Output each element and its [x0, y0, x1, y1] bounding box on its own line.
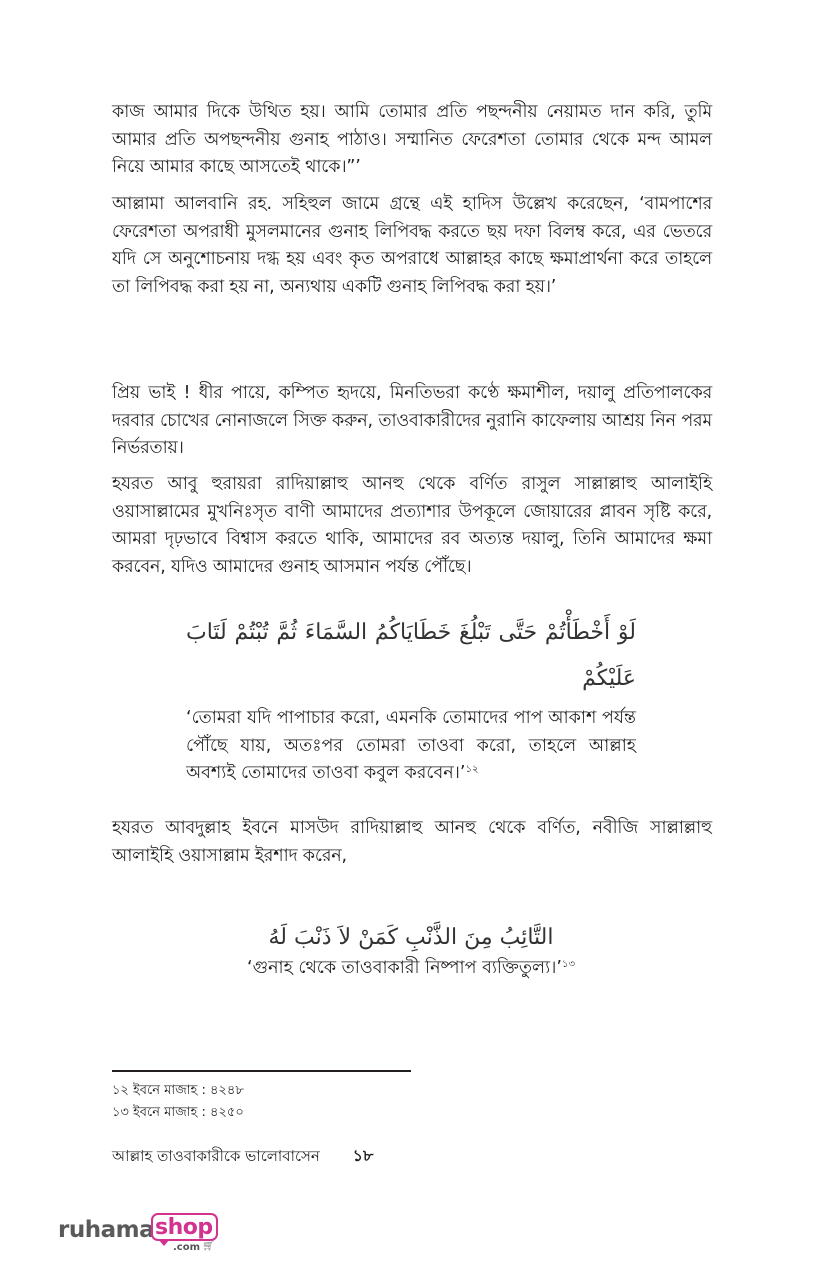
body-paragraph-3: প্রিয় ভাই ! ধীর পায়ে, কম্পিত হৃদয়ে, মিনতিভরা কণ্ঠে ক্ষমাশীল, দয়ালু প্রতিপালকের দরবার চোখের নোনাজলে সিক্ত করুন, তাওবাকারীদের নুরানি কাফেলায় আশ্রয় নিন পরম নির্ভরতায়। — [112, 383, 712, 458]
hadith-2-arabic: التَّائِبُ مِنَ الذَّنْبِ كَمَنْ لاَ ذَنْبَ لَهُ — [268, 925, 554, 950]
footnote-12: ১২ ইবনে মাজাহ : ৪২৪৮ — [112, 1083, 244, 1098]
running-footer — [112, 1143, 373, 1170]
ruhamashop-logo — [58, 1210, 228, 1260]
footnotes — [112, 1080, 244, 1124]
logo-text-domain: .com — [173, 1242, 201, 1253]
hadith-1-translation — [186, 705, 636, 788]
book-title: আল্লাহ তাওবাকারীকে ভালোবাসেন — [112, 1147, 320, 1165]
hadith-1-translation-text: ‘তোমরা যদি পাপাচার করো, এমনকি তোমাদের পাপ আকাশ পর্যন্ত পৌঁছে যায়, অতঃপর তোমরা তাওবা করো, তাহলে আল্লাহ অবশ্যই তোমাদের তাওবা কবুল করবেন।’ — [186, 708, 636, 783]
body-paragraph-2: আল্লামা আলবানি রহ. সহিহুল জামে গ্রন্থে এই হাদিস উল্লেখ করেছেন, ‘বামপাশের ফেরেশতা অপরাধী মুসলমানের গুনাহ লিপিবদ্ধ করতে ছয় দফা বিলম্ব করে, এর ভেতরে যদি সে অনুশোচনায় দগ্ধ হয় এবং কৃত অপরাধে আল্লাহর কাছে ক্ষমাপ্রার্থনা করে তাহলে তা লিপিবদ্ধ করা হয় না, অন্যথায় একটি গুনাহ লিপিবদ্ধ করা হয়।’ — [112, 194, 712, 297]
logo-text-ruhama: ruhama — [58, 1217, 155, 1243]
hadith-1-arabic: لَوْ أَخْطَأْتُمْ حَتَّى تَبْلُغَ خَطَايَاكُمُ السَّمَاءَ ثُمَّ تُبْتُمْ لَتَابَ عَلَيْكُمْ — [186, 620, 636, 691]
footnote-13: ১৩ ইবনে মাজাহ : ৪২৫০ — [112, 1105, 244, 1120]
logo-bubble-tail — [158, 1239, 170, 1246]
footnote-ref-12[interactable]: ১২ — [465, 764, 479, 775]
footnote-ref-13[interactable]: ১৩ — [561, 959, 575, 970]
page-number: ১৮ — [352, 1146, 374, 1165]
footnote-divider — [112, 1070, 411, 1072]
body-paragraph-5: হযরত আবদুল্লাহ ইবনে মাসউদ রাদিয়াল্লাহু আনহু থেকে বর্ণিত, নবীজি সাল্লাল্লাহু আলাইহি ওয়াসাল্লাম ইরশাদ করেন, — [112, 818, 712, 866]
body-paragraph-4: হযরত আবু হুরায়রা রাদিয়াল্লাহু আনহু থেকে বর্ণিত রাসুল সাল্লাল্লাহু আলাইহি ওয়াসাল্লামের মুখনিঃসৃত বাণী আমাদের প্রত্যাশার উপকূলে জোয়ারের প্লাবন সৃষ্টি করে, আমরা দৃঢ়ভাবে বিশ্বাস করতে থাকি, আমাদের রব অত্যন্ত দয়ালু, তিনি আমাদের ক্ষমা করবেন, যদিও আমাদের গুনাহ আসমান পর্যন্ত পৌঁছে। — [112, 474, 712, 577]
hadith-2-translation-text: ‘গুনাহ থেকে তাওবাকারী নিষ্পাপ ব্যক্তিতুল্য।’ — [247, 958, 562, 978]
hadith-2-translation — [186, 955, 636, 983]
logo-text-shop: shop — [155, 1215, 213, 1240]
cart-icon: 🛒︎ — [202, 1241, 215, 1252]
body-paragraph-1: কাজ আমার দিকে উথিত হয়। আমি তোমার প্রতি পছন্দনীয় নেয়ামত দান করি, তুমি আমার প্রতি অপছন্দনীয় গুনাহ পাঠাও। সম্মানিত ফেরেশতা তোমার থেকে মন্দ আমল নিয়ে আমার কাছে আসতেই থাকে।”’ — [112, 102, 712, 177]
